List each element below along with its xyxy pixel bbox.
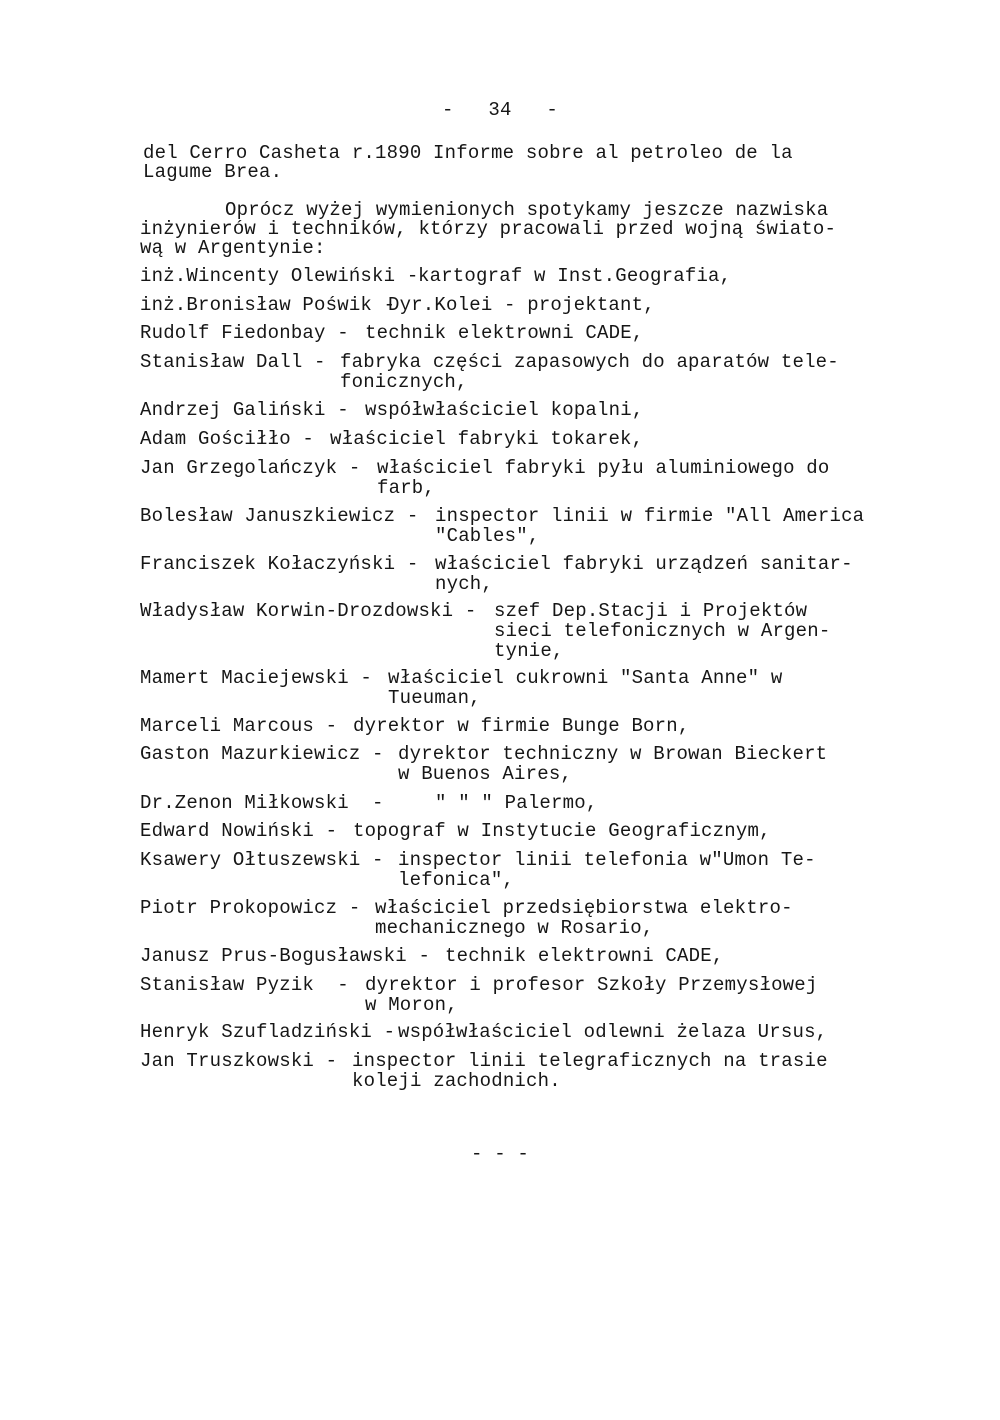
- person-name: Jan Grzegolańczyk -: [140, 457, 361, 479]
- person-description: inspector linii telegraficznych na trasie koleji zachodnich.: [352, 1050, 828, 1092]
- person-name: Gaston Mazurkiewicz -: [140, 743, 384, 765]
- person-description: szef Dep.Stacji i Projektów sieci telefonicznych w Argen- tynie,: [494, 600, 831, 662]
- person-description: technik elektrowni CADE,: [445, 945, 724, 967]
- person-name: Franciszek Kołaczyński -: [140, 553, 419, 575]
- person-name: inż.Bronisław Poświk -: [140, 294, 396, 316]
- person-description: dyrektor techniczny w Browan Bieckert w Buenos Aires,: [398, 743, 828, 785]
- person-description: kartograf w Inst.Geografia,: [418, 265, 732, 287]
- person-description: inspector linii w firmie "All America "Cables",: [435, 505, 865, 547]
- person-description: fabryka części zapasowych do aparatów tele- fonicznych,: [340, 351, 839, 393]
- person-description: właściciel fabryki urządzeń sanitar- nych,: [435, 553, 853, 595]
- intro-line-2: Lagume Brea.: [143, 161, 283, 183]
- person-description: technik elektrowni CADE,: [365, 322, 644, 344]
- person-name: Stanisław Pyzik -: [140, 974, 349, 996]
- intro-line-1: del Cerro Casheta r.1890 Informe sobre al petroleo de la: [143, 142, 793, 164]
- person-description: Dyr.Kolei - projektant,: [388, 294, 655, 316]
- person-name: Henryk Szufladziński -: [140, 1021, 396, 1043]
- person-name: inż.Wincenty Olewiński -: [140, 265, 419, 287]
- paragraph-line-1: Oprócz wyżej wymienionych spotykamy jeszcze nazwiska: [225, 199, 829, 221]
- person-description: właściciel cukrowni "Santa Anne" w Tueuman,: [388, 667, 783, 709]
- person-name: Dr.Zenon Miłkowski -: [140, 792, 384, 814]
- person-name: Andrzej Galiński -: [140, 399, 349, 421]
- person-name: Jan Truszkowski -: [140, 1050, 338, 1072]
- person-name: Adam Gościłło -: [140, 428, 315, 450]
- person-description: topograf w Instytucie Geograficznym,: [353, 820, 771, 842]
- person-name: Władysław Korwin-Drozdowski -: [140, 600, 477, 622]
- person-name: Bolesław Januszkiewicz -: [140, 505, 419, 527]
- person-name: Janusz Prus-Bogusławski -: [140, 945, 431, 967]
- person-name: Stanisław Dall -: [140, 351, 326, 373]
- person-name: Piotr Prokopowicz -: [140, 897, 361, 919]
- end-mark: - - -: [470, 1143, 529, 1165]
- person-description: współwłaściciel kopalni,: [365, 399, 644, 421]
- paragraph-line-2: inżynierów i techników, którzy pracowali przed wojną świato-: [140, 218, 837, 240]
- person-description: inspector linii telefonia w"Umon Te- lefonica",: [398, 849, 816, 891]
- page-number: - 34 -: [441, 99, 559, 121]
- person-name: Edward Nowiński -: [140, 820, 338, 842]
- person-description: dyrektor i profesor Szkoły Przemysłowej w Moron,: [365, 974, 818, 1016]
- person-description: właściciel fabryki pyłu aluminiowego do farb,: [377, 457, 830, 499]
- person-description: właściciel przedsiębiorstwa elektro- mechanicznego w Rosario,: [375, 897, 793, 939]
- paragraph-line-3: wą w Argentynie:: [140, 237, 326, 259]
- person-description: dyrektor w firmie Bunge Born,: [353, 715, 690, 737]
- person-description: właściciel fabryki tokarek,: [330, 428, 644, 450]
- person-name: Ksawery Ołtuszewski -: [140, 849, 384, 871]
- person-name: Mamert Maciejewski -: [140, 667, 373, 689]
- person-description: " " " Palermo,: [435, 792, 598, 814]
- person-name: Marceli Marcous -: [140, 715, 338, 737]
- person-description: współwłaściciel odlewni żelaza Ursus,: [398, 1021, 828, 1043]
- person-name: Rudolf Fiedonbay -: [140, 322, 349, 344]
